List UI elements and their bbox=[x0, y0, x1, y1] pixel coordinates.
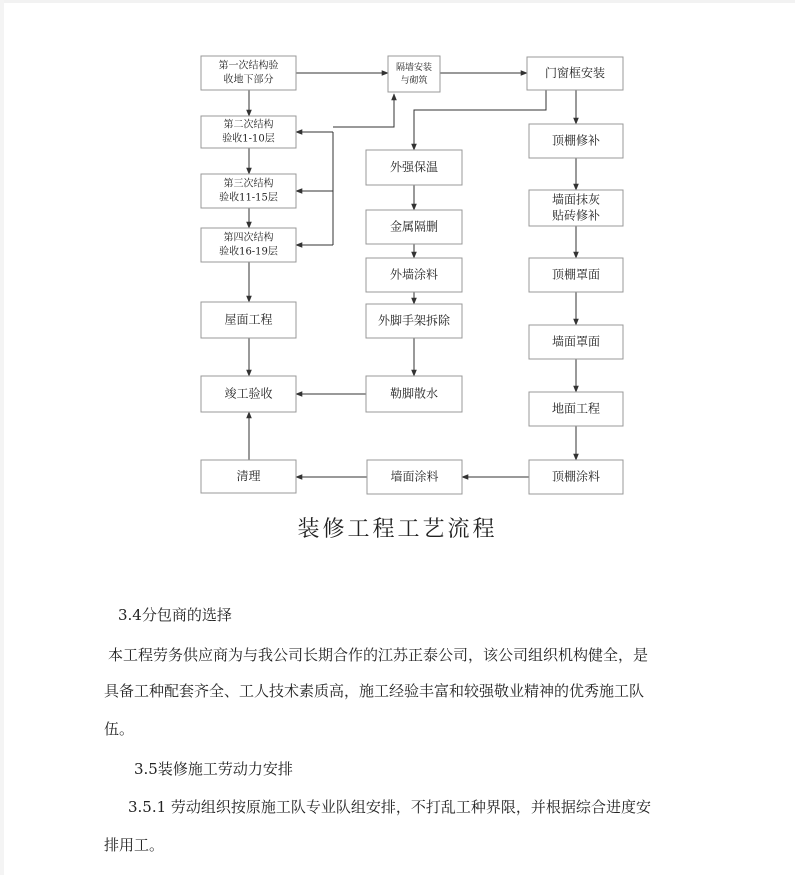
box-ceiling-paint bbox=[529, 460, 623, 494]
box-label-line: 隔墙安装 bbox=[395, 63, 433, 73]
box-label-line: 第二次结构 bbox=[223, 119, 274, 131]
box-label-line: 外墙涂料 bbox=[389, 267, 439, 282]
box-cleanup bbox=[201, 460, 296, 493]
box-structure-acceptance-4 bbox=[201, 228, 296, 262]
box-label-line: 顶棚涂料 bbox=[551, 469, 601, 484]
body-line-4: 3.5.1 劳动组织按原施工队专业队组安排，不打乱工种界限，并根据综合进度安 bbox=[128, 798, 651, 816]
section-3-4-heading: 3.4分包商的选择 bbox=[118, 606, 232, 624]
box-scaffold-removal bbox=[366, 304, 462, 338]
box-structure-acceptance-3 bbox=[201, 174, 296, 208]
box-structure-acceptance-2 bbox=[201, 116, 296, 148]
box-label-line: 屋面工程 bbox=[224, 312, 273, 327]
section-3-5-heading: 3.5装修施工劳动力安排 bbox=[134, 760, 293, 778]
box-door-window-frame bbox=[527, 57, 623, 90]
box-frame bbox=[388, 56, 440, 92]
box-label-line: 第一次结构验 bbox=[218, 60, 279, 72]
box-label-line: 竣工验收 bbox=[224, 386, 273, 401]
box-roofing-work bbox=[201, 302, 296, 338]
body-line-2: 具备工种配套齐全、工人技术素质高，施工经验丰富和较强敬业精神的优秀施工队 bbox=[104, 682, 645, 700]
box-label-line: 验收16-19层 bbox=[219, 246, 278, 258]
box-external-insulation bbox=[366, 150, 462, 185]
box-label-line: 顶棚修补 bbox=[551, 133, 601, 148]
box-label-line: 外脚手架拆除 bbox=[377, 313, 451, 328]
box-label-line: 墙面罩面 bbox=[551, 334, 601, 349]
box-wall-paint bbox=[367, 460, 462, 494]
box-label-line: 墙面涂料 bbox=[390, 469, 439, 484]
box-label-line: 贴砖修补 bbox=[551, 208, 601, 223]
box-metal-partition bbox=[366, 210, 462, 244]
box-partition-installation bbox=[388, 56, 440, 92]
box-label-line: 第四次结构 bbox=[223, 232, 274, 244]
box-label-line: 验收11-15层 bbox=[219, 192, 278, 204]
box-plinth-apron bbox=[366, 376, 462, 412]
box-label-line: 勒脚散水 bbox=[389, 386, 439, 401]
box-label-line: 金属隔删 bbox=[389, 219, 439, 234]
box-wall-plaster-tile bbox=[529, 190, 623, 226]
box-label-line: 收地下部分 bbox=[223, 74, 274, 86]
box-label-line: 地面工程 bbox=[551, 401, 601, 416]
box-floor-work bbox=[529, 392, 623, 426]
box-label-line: 第三次结构 bbox=[223, 178, 274, 190]
box-label-line: 与砌筑 bbox=[400, 76, 428, 86]
box-label-line: 验收1-10层 bbox=[222, 133, 275, 145]
box-label-line: 清理 bbox=[236, 469, 261, 483]
box-completion-acceptance bbox=[201, 376, 296, 412]
box-label-line: 门窗框安装 bbox=[544, 66, 606, 80]
box-label-line: 顶棚罩面 bbox=[551, 267, 601, 282]
body-line-5: 排用工。 bbox=[104, 836, 165, 854]
box-ceiling-repair bbox=[529, 124, 623, 158]
box-ceiling-finish bbox=[529, 258, 623, 292]
box-label-line: 外强保温 bbox=[389, 160, 439, 174]
flowchart-caption: 装修工程工艺流程 bbox=[297, 517, 498, 542]
body-line-1: 本工程劳务供应商为与我公司长期合作的江苏正泰公司，该公司组织机构健全，是 bbox=[108, 646, 649, 664]
box-wall-finish bbox=[529, 325, 623, 359]
box-label-line: 墙面抹灰 bbox=[551, 192, 601, 207]
box-exterior-paint bbox=[366, 258, 462, 292]
box-structure-acceptance-1 bbox=[201, 56, 296, 90]
body-line-3: 伍。 bbox=[104, 720, 135, 738]
